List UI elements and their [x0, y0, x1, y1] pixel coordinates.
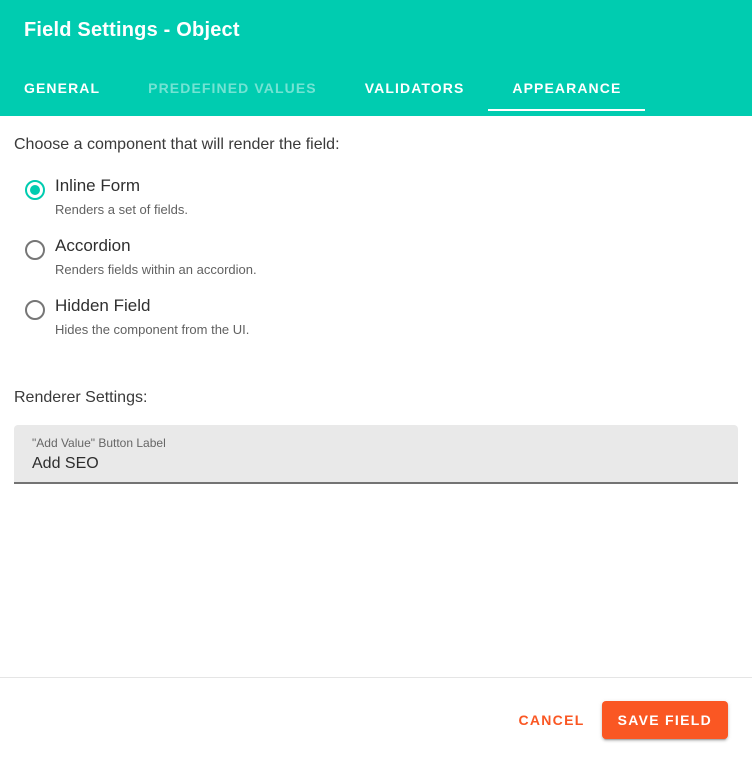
- renderer-settings-label: Renderer Settings:: [14, 389, 148, 406]
- component-option-group: [25, 175, 738, 338]
- add-value-button-label-field[interactable]: [14, 425, 738, 484]
- option-description: Renders fields within an accordion.: [55, 262, 257, 277]
- tab-predefined-values[interactable]: PREDEFINED VALUES: [148, 80, 317, 96]
- dialog-header: [0, 0, 752, 116]
- dialog-content: [0, 116, 752, 677]
- dialog-title: Field Settings - Object: [24, 19, 240, 41]
- option-description: Hides the component from the UI.: [55, 322, 250, 337]
- option-accordion[interactable]: [25, 235, 738, 278]
- tab-validators[interactable]: VALIDATORS: [364, 80, 465, 96]
- text-field-label: "Add Value" Button Label: [32, 436, 166, 450]
- option-text: [55, 295, 249, 338]
- component-prompt: Choose a component that will render the field:: [14, 136, 340, 153]
- tab-appearance[interactable]: APPEARANCE: [488, 65, 645, 111]
- dialog-footer: [0, 677, 752, 761]
- tab-bar: [0, 65, 645, 111]
- option-hidden-field[interactable]: [25, 295, 738, 338]
- radio-unselected-icon[interactable]: [25, 300, 45, 320]
- option-label[interactable]: Hidden Field: [55, 296, 151, 315]
- radio-selected-icon[interactable]: [25, 180, 45, 200]
- text-field-input[interactable]: [32, 454, 720, 474]
- cancel-button[interactable]: CANCEL: [510, 702, 592, 738]
- save-field-button[interactable]: SAVE FIELD: [602, 701, 728, 739]
- tab-general[interactable]: GENERAL: [24, 80, 101, 96]
- option-description: Renders a set of fields.: [55, 202, 188, 217]
- option-inline-form[interactable]: [25, 175, 738, 218]
- option-text: [55, 235, 257, 278]
- option-label[interactable]: Accordion: [55, 236, 131, 255]
- radio-unselected-icon[interactable]: [25, 240, 45, 260]
- option-label[interactable]: Inline Form: [55, 176, 141, 195]
- option-text: [55, 175, 188, 218]
